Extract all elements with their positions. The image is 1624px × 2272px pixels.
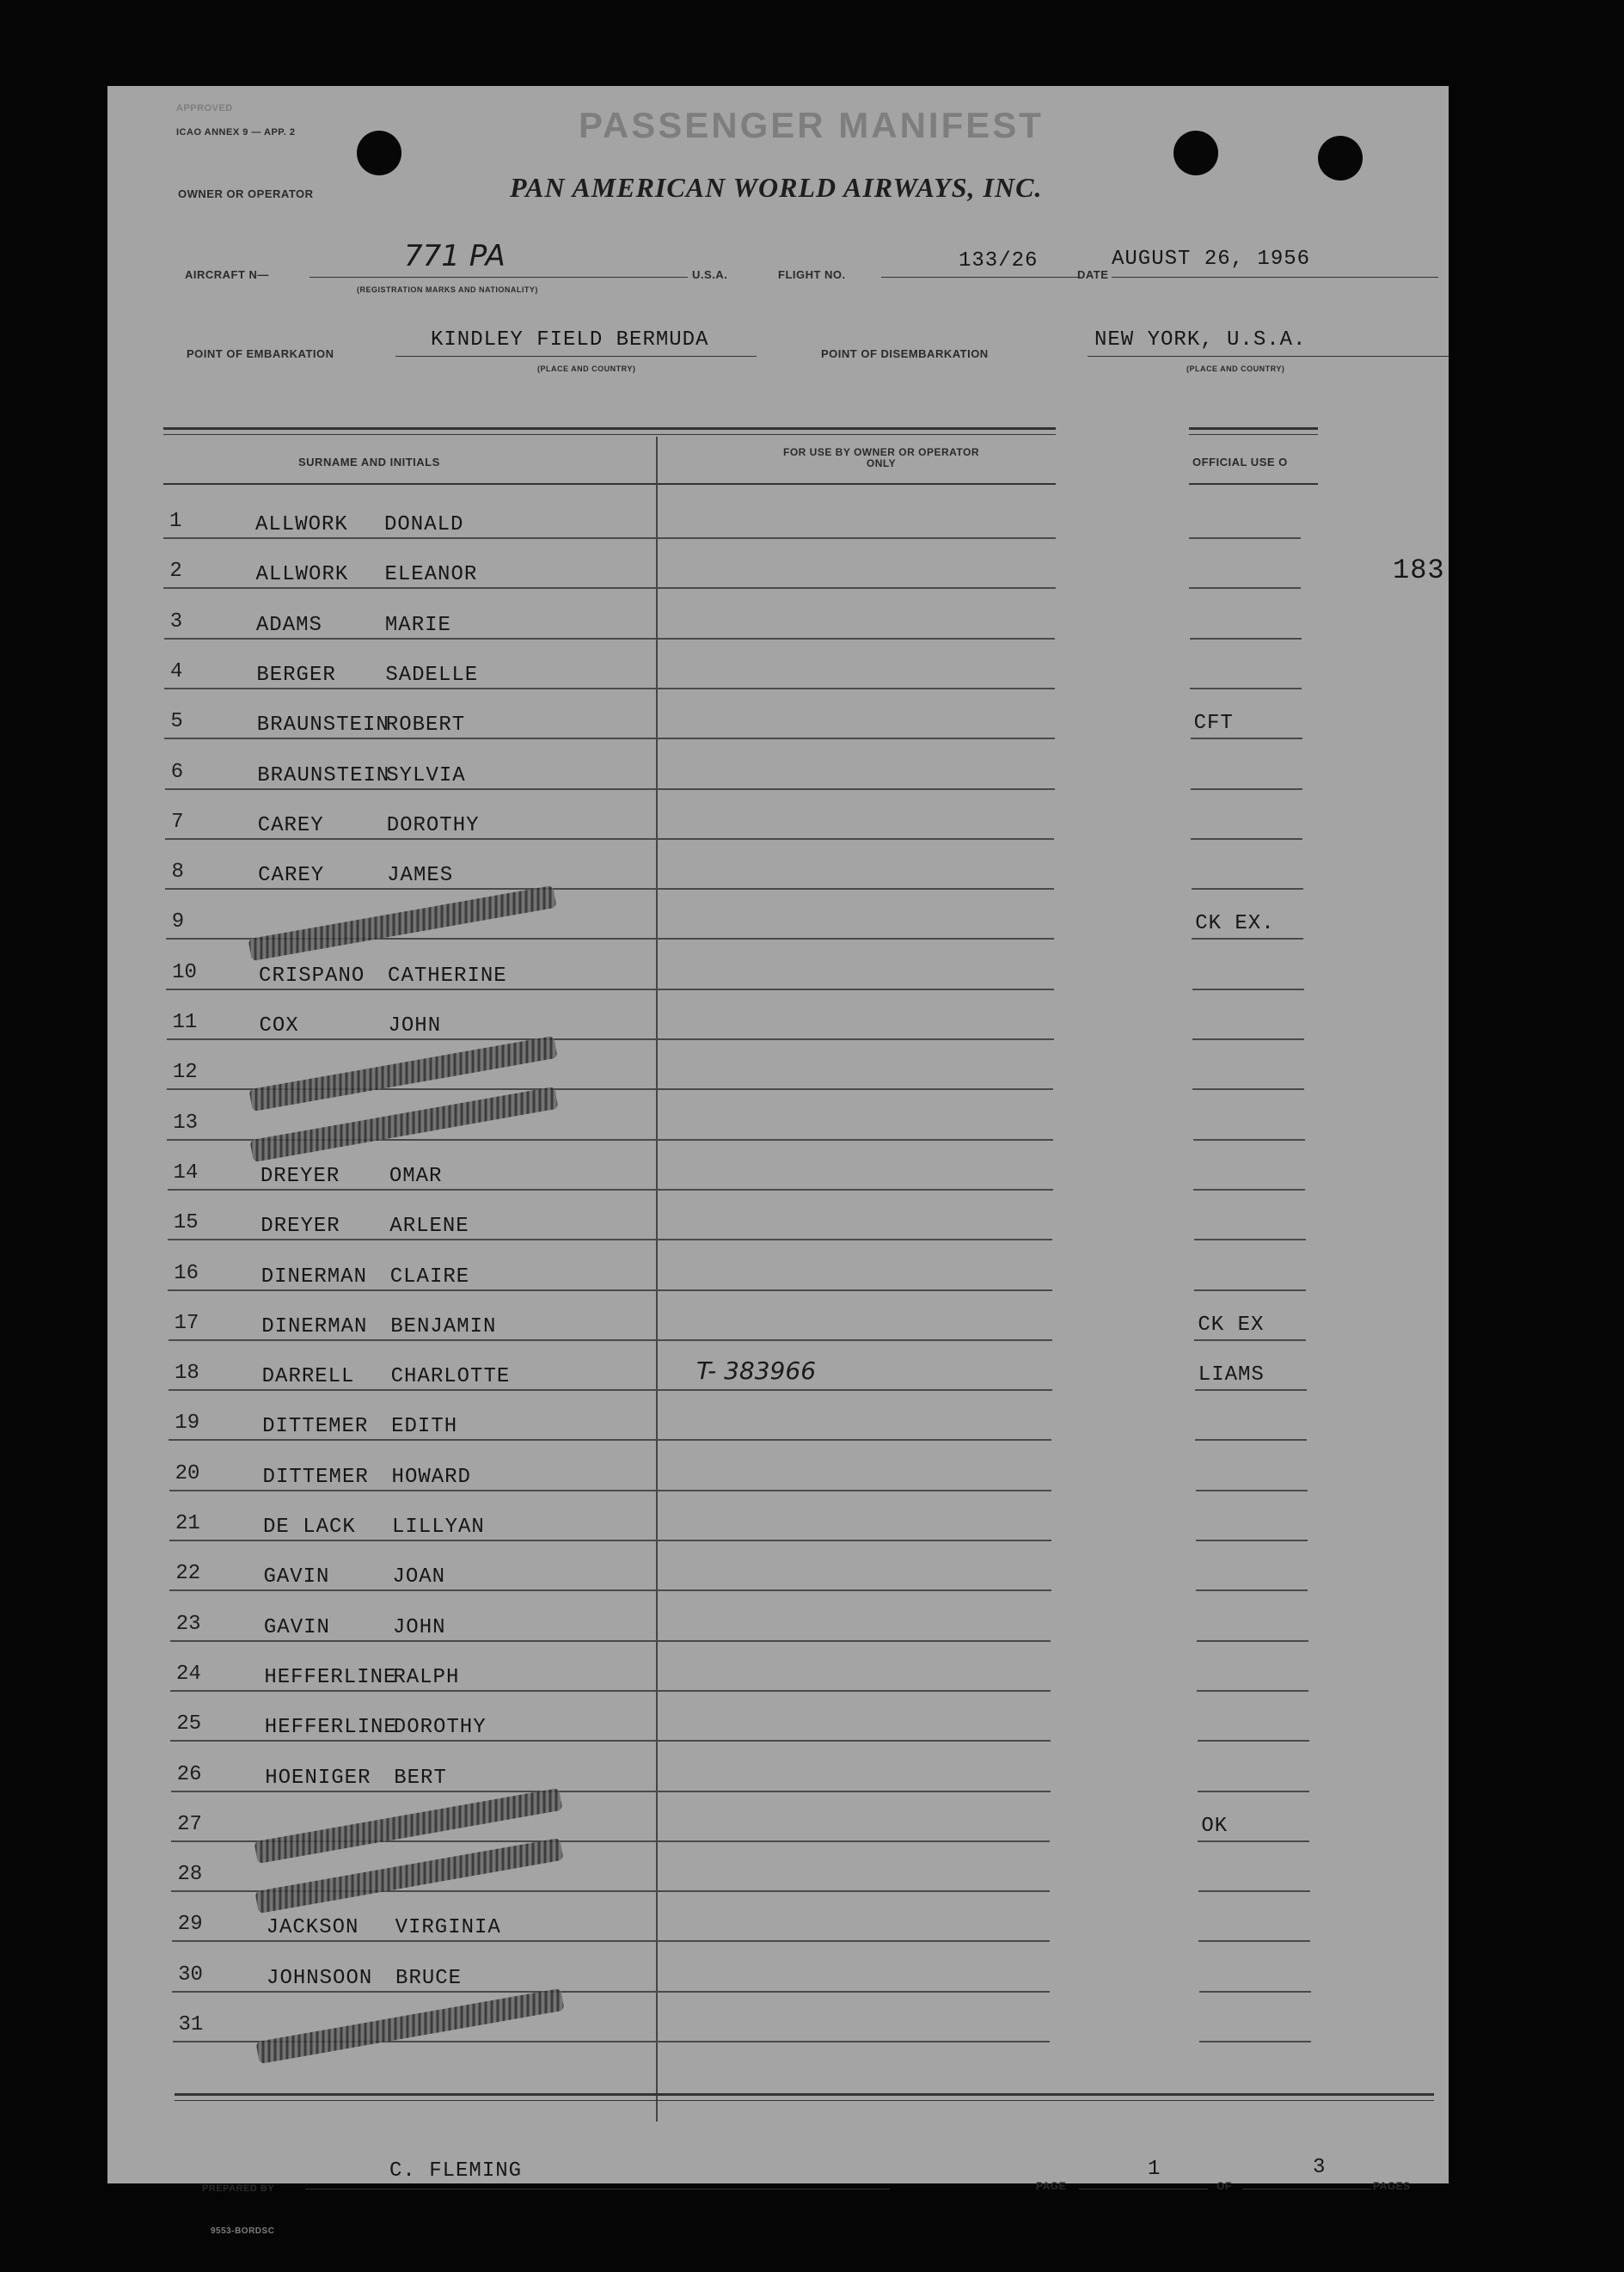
passenger-given-name: OMAR bbox=[389, 1165, 443, 1188]
passenger-surname: BRAUNSTEIN bbox=[257, 764, 390, 787]
row-line bbox=[164, 638, 1056, 640]
manifest-sheet bbox=[107, 86, 1449, 2236]
passenger-surname: DREYER bbox=[260, 1165, 340, 1188]
punch-hole-mid bbox=[1174, 131, 1218, 175]
passenger-surname: DE LACK bbox=[263, 1516, 356, 1539]
table-top-rule-2 bbox=[163, 434, 1056, 435]
embark-value: KINDLEY FIELD BERMUDA bbox=[431, 328, 709, 352]
disembark-label: POINT OF DISEMBARKATION bbox=[821, 347, 989, 360]
row-line-official bbox=[1196, 1490, 1308, 1491]
flight-line bbox=[881, 277, 1079, 278]
col-header-owner: FOR USE BY OWNER OR OPERATOR ONLY bbox=[782, 446, 980, 469]
row-line-official bbox=[1194, 1339, 1306, 1341]
passenger-given-name: CATHERINE bbox=[388, 965, 507, 988]
prepared-value: C. FLEMING bbox=[389, 2159, 523, 2183]
row-line-official bbox=[1199, 1991, 1311, 1993]
usa-label: U.S.A. bbox=[692, 268, 728, 281]
row-number: 5 bbox=[170, 710, 183, 733]
row-number: 12 bbox=[172, 1061, 198, 1084]
disembark-line bbox=[1088, 356, 1449, 357]
row-line-official bbox=[1193, 1189, 1305, 1191]
aircraft-value: 771 PA bbox=[404, 239, 506, 273]
pages-label: PAGES bbox=[1373, 2180, 1411, 2192]
row-line-official bbox=[1198, 1840, 1309, 1842]
row-number: 25 bbox=[176, 1712, 202, 1736]
row-line-official bbox=[1197, 1640, 1308, 1642]
row-line bbox=[168, 1239, 1053, 1240]
row-line bbox=[172, 1940, 1050, 1942]
row-number: 9 bbox=[171, 910, 185, 934]
row-number: 30 bbox=[178, 1963, 203, 1987]
passenger-given-name: VIRGINIA bbox=[395, 1916, 501, 1939]
passenger-given-name: DOROTHY bbox=[393, 1716, 487, 1739]
passenger-given-name: JOHN bbox=[392, 1616, 446, 1639]
row-line-official bbox=[1190, 688, 1302, 689]
passenger-given-name: DONALD bbox=[384, 513, 464, 536]
row-line bbox=[169, 1540, 1051, 1541]
row-number: 13 bbox=[173, 1112, 198, 1135]
row-line-official bbox=[1192, 938, 1303, 940]
disembark-caption: (PLACE AND COUNTRY) bbox=[1186, 364, 1285, 373]
row-line-official bbox=[1192, 1038, 1304, 1040]
row-number: 18 bbox=[174, 1362, 199, 1385]
row-line bbox=[169, 1389, 1052, 1391]
official-note: CK EX bbox=[1198, 1314, 1265, 1337]
owner-note: T- 383966 bbox=[696, 1356, 817, 1385]
date-label: DATE bbox=[1077, 268, 1109, 281]
table-top-rule bbox=[163, 427, 1056, 430]
official-top-rule bbox=[1189, 427, 1318, 430]
row-line-official bbox=[1193, 1139, 1305, 1141]
date-line bbox=[1112, 277, 1438, 278]
passenger-given-name: ROBERT bbox=[385, 713, 466, 737]
row-line-official bbox=[1189, 537, 1301, 539]
row-line bbox=[165, 838, 1054, 840]
header-bottom-rule bbox=[163, 483, 1056, 485]
row-line-official bbox=[1196, 1589, 1308, 1591]
embark-caption: (PLACE AND COUNTRY) bbox=[537, 364, 636, 373]
row-number: 2 bbox=[169, 560, 182, 583]
row-line bbox=[163, 537, 1056, 539]
stamp-number: 183 bbox=[1393, 554, 1445, 586]
row-line-official bbox=[1195, 1389, 1307, 1391]
passenger-surname: GAVIN bbox=[263, 1565, 330, 1589]
passenger-given-name: DOROTHY bbox=[386, 814, 480, 837]
aircraft-line bbox=[309, 277, 688, 278]
row-line bbox=[169, 1589, 1051, 1591]
table-bottom-rule-2 bbox=[175, 2100, 1434, 2101]
header-bottom-rule-official bbox=[1189, 483, 1318, 485]
row-number: 6 bbox=[170, 761, 184, 784]
row-line bbox=[165, 788, 1055, 790]
row-line bbox=[169, 1339, 1052, 1341]
approval-stamp: APPROVED bbox=[176, 103, 233, 113]
passenger-surname: JACKSON bbox=[266, 1916, 359, 1939]
column-divider bbox=[656, 437, 658, 2122]
row-line-official bbox=[1192, 888, 1303, 890]
passenger-given-name: RALPH bbox=[393, 1666, 460, 1689]
row-line-official bbox=[1194, 1239, 1306, 1240]
passenger-surname: CRISPANO bbox=[259, 965, 365, 988]
disembark-value: NEW YORK, U.S.A. bbox=[1094, 328, 1307, 352]
passenger-given-name: CHARLOTTE bbox=[390, 1365, 511, 1388]
row-number: 26 bbox=[176, 1763, 202, 1786]
form-code: 9553-BORDSC bbox=[211, 2226, 275, 2236]
row-line bbox=[170, 1690, 1051, 1692]
row-line-official bbox=[1192, 989, 1304, 990]
passenger-given-name: CLAIRE bbox=[389, 1265, 470, 1289]
row-line bbox=[168, 1289, 1052, 1291]
passenger-given-name: BENJAMIN bbox=[390, 1315, 497, 1338]
passenger-surname: DITTEMER bbox=[262, 1415, 369, 1438]
row-number: 3 bbox=[169, 610, 183, 634]
passenger-surname: DREYER bbox=[260, 1215, 340, 1238]
passenger-given-name: LILLYAN bbox=[392, 1516, 485, 1539]
row-number: 20 bbox=[175, 1462, 200, 1485]
row-line-official bbox=[1191, 738, 1302, 739]
company-name: PAN AMERICAN WORLD AIRWAYS, INC. bbox=[510, 172, 1043, 203]
row-number: 19 bbox=[175, 1412, 200, 1435]
row-line bbox=[172, 1991, 1050, 1993]
passenger-surname: ALLWORK bbox=[255, 563, 349, 586]
row-line-official bbox=[1196, 1540, 1308, 1541]
punch-hole-left bbox=[357, 131, 401, 175]
row-number: 4 bbox=[170, 660, 183, 683]
row-number: 1 bbox=[169, 510, 182, 533]
row-line bbox=[167, 1038, 1054, 1040]
flight-label: FLIGHT NO. bbox=[778, 268, 846, 281]
row-line-official bbox=[1198, 1940, 1310, 1942]
row-line bbox=[170, 1740, 1051, 1742]
flight-value: 133/26 bbox=[959, 249, 1039, 273]
annex-reference: ICAO ANNEX 9 — APP. 2 bbox=[176, 127, 296, 138]
row-line bbox=[164, 738, 1055, 739]
row-number: 31 bbox=[178, 2013, 204, 2036]
aircraft-label: AIRCRAFT N— bbox=[185, 268, 269, 281]
row-number: 14 bbox=[173, 1161, 199, 1185]
passenger-given-name: EDITH bbox=[391, 1415, 458, 1438]
row-line-official bbox=[1199, 2041, 1311, 2042]
official-top-rule-2 bbox=[1189, 434, 1318, 435]
official-note: CFT bbox=[1193, 712, 1234, 735]
aircraft-caption: (REGISTRATION MARKS AND NATIONALITY) bbox=[357, 285, 538, 294]
row-number: 16 bbox=[174, 1262, 199, 1285]
passenger-surname: ADAMS bbox=[255, 614, 322, 637]
row-line-official bbox=[1192, 1088, 1304, 1090]
passenger-given-name: BRUCE bbox=[395, 1967, 463, 1990]
redacted-entry bbox=[255, 1988, 564, 2064]
row-line bbox=[171, 1791, 1051, 1792]
col-header-surname: SURNAME AND INITIALS bbox=[298, 456, 440, 468]
passenger-surname: CAREY bbox=[258, 864, 325, 887]
row-number: 23 bbox=[175, 1613, 201, 1636]
row-number: 15 bbox=[173, 1211, 199, 1234]
passenger-given-name: JOHN bbox=[388, 1014, 442, 1038]
page-value: 1 bbox=[1148, 2158, 1161, 2181]
row-number: 8 bbox=[171, 860, 184, 884]
passenger-surname: BERGER bbox=[256, 664, 336, 687]
row-number: 21 bbox=[175, 1512, 200, 1535]
row-line-official bbox=[1191, 838, 1302, 840]
passenger-surname: HEFFERLINE bbox=[264, 1666, 397, 1689]
passenger-surname: CAREY bbox=[257, 814, 324, 837]
row-line bbox=[163, 587, 1055, 589]
passenger-surname: HEFFERLINE bbox=[264, 1716, 397, 1739]
row-line-official bbox=[1191, 788, 1302, 790]
passenger-surname: COX bbox=[259, 1014, 299, 1038]
passenger-given-name: JOAN bbox=[392, 1565, 446, 1589]
passenger-given-name: SYLVIA bbox=[386, 764, 466, 787]
passenger-given-name: HOWARD bbox=[391, 1466, 471, 1489]
row-line bbox=[170, 1640, 1051, 1642]
page-label: PAGE bbox=[1036, 2180, 1067, 2192]
table-bottom-rule bbox=[175, 2093, 1434, 2096]
passenger-given-name: SADELLE bbox=[385, 664, 479, 687]
passenger-surname: JOHNSOON bbox=[267, 1967, 373, 1990]
official-note: CK EX. bbox=[1195, 912, 1275, 935]
row-number: 24 bbox=[176, 1663, 201, 1686]
row-line bbox=[169, 1490, 1052, 1491]
passenger-given-name: BERT bbox=[394, 1767, 447, 1790]
row-line bbox=[165, 888, 1054, 890]
row-line-official bbox=[1195, 1439, 1307, 1441]
date-value: AUGUST 26, 1956 bbox=[1112, 248, 1311, 271]
row-number: 29 bbox=[177, 1913, 203, 1936]
form-title: PASSENGER MANIFEST bbox=[579, 105, 1044, 145]
punch-hole-right bbox=[1318, 136, 1363, 181]
row-line-official bbox=[1198, 1740, 1309, 1742]
row-number: 10 bbox=[172, 961, 197, 984]
official-note: LIAMS bbox=[1198, 1363, 1265, 1387]
row-number: 7 bbox=[171, 811, 184, 834]
passenger-surname: ALLWORK bbox=[255, 513, 348, 536]
row-number: 22 bbox=[175, 1562, 201, 1585]
row-line bbox=[166, 989, 1054, 990]
passenger-surname: DITTEMER bbox=[262, 1466, 369, 1489]
passenger-given-name: JAMES bbox=[387, 864, 454, 887]
passenger-given-name: ELEANOR bbox=[384, 563, 478, 586]
row-line-official bbox=[1194, 1289, 1306, 1291]
prepared-label: PREPARED BY bbox=[202, 2183, 275, 2194]
passenger-surname: BRAUNSTEIN bbox=[256, 713, 389, 737]
passenger-surname: DARRELL bbox=[261, 1365, 355, 1388]
of-value: 3 bbox=[1313, 2156, 1327, 2179]
row-line bbox=[168, 1189, 1053, 1191]
redacted-entry bbox=[248, 885, 557, 961]
row-line-official bbox=[1190, 638, 1302, 640]
row-line-official bbox=[1198, 1791, 1309, 1792]
embark-label: POINT OF EMBARKATION bbox=[187, 347, 334, 360]
passenger-given-name: MARIE bbox=[384, 614, 451, 637]
row-number: 17 bbox=[174, 1312, 199, 1335]
passenger-surname: DINERMAN bbox=[260, 1265, 367, 1289]
of-label: OF bbox=[1216, 2180, 1232, 2192]
embark-line bbox=[395, 356, 757, 357]
passenger-surname: HOENIGER bbox=[265, 1767, 371, 1790]
row-line-official bbox=[1198, 1890, 1310, 1892]
passenger-surname: DINERMAN bbox=[261, 1315, 368, 1338]
row-number: 28 bbox=[177, 1863, 203, 1886]
passenger-surname: GAVIN bbox=[263, 1616, 330, 1639]
row-line bbox=[169, 1439, 1051, 1441]
col-header-official: OFFICIAL USE O bbox=[1192, 456, 1288, 468]
row-line-official bbox=[1189, 587, 1301, 589]
row-number: 27 bbox=[177, 1813, 202, 1836]
row-number: 11 bbox=[172, 1011, 198, 1034]
row-line-official bbox=[1197, 1690, 1308, 1692]
passenger-given-name: ARLENE bbox=[389, 1215, 469, 1238]
owner-label: OWNER OR OPERATOR bbox=[178, 187, 314, 200]
row-line bbox=[164, 688, 1055, 689]
official-note: OK bbox=[1201, 1815, 1229, 1838]
